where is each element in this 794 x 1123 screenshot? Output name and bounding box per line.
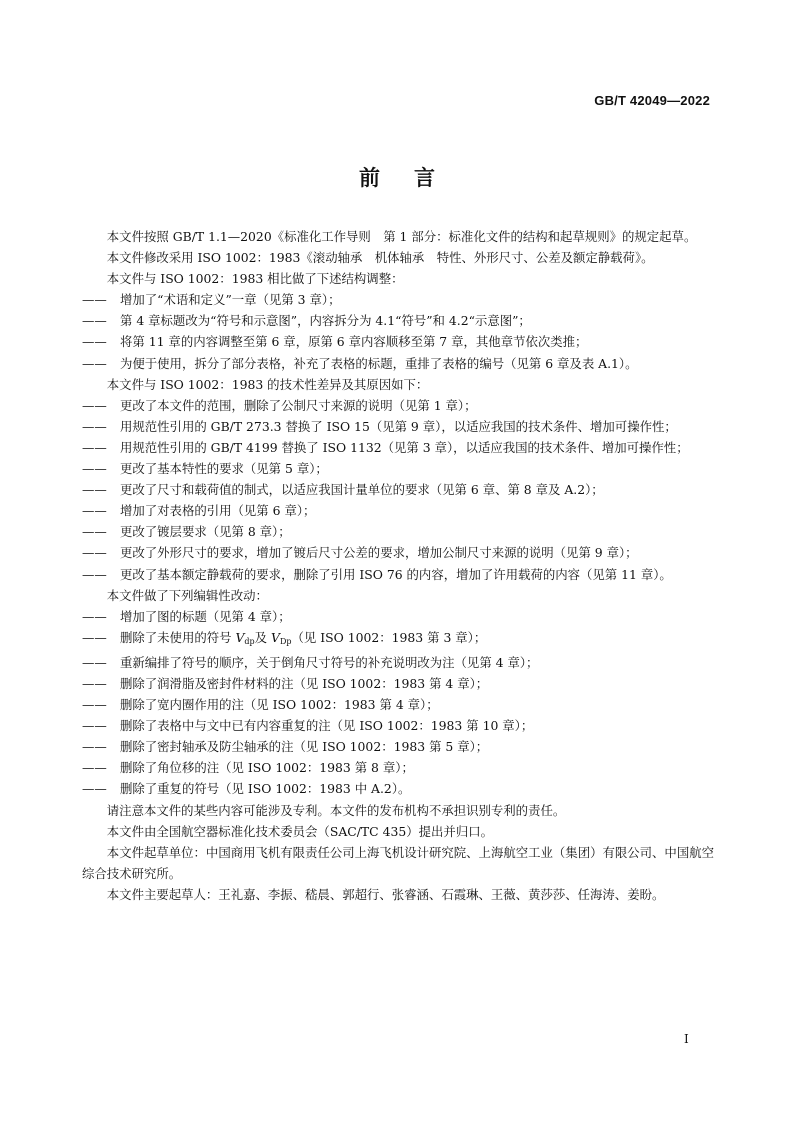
foreword-body	[82, 226, 714, 905]
list-item: —— 将第 11 章的内容调整至第 6 章，原第 6 章内容顺移至第 7 章，其他章节依次类推；	[82, 331, 714, 352]
list-item: —— 更改了基本额定静载荷的要求，删除了引用 ISO 76 的内容，增加了许用载荷的内容（见第 11 章）。	[82, 564, 714, 585]
list-item: —— 更改了基本特性的要求（见第 5 章）；	[82, 458, 714, 479]
list-item: —— 第 4 章标题改为“符号和示意图”，内容拆分为 4.1“符号”和 4.2“示意图”；	[82, 310, 714, 331]
list-item: —— 更改了外形尺寸的要求，增加了镀后尺寸公差的要求，增加公制尺寸来源的说明（见第 9 章）；	[82, 542, 714, 563]
list-item-symbols: —— 删除了未使用的符号 $V_{dp}$及 $V_{Dp}$（见 ISO 1002：1983 第 3 章）；	[82, 627, 714, 652]
paragraph: 请注意本文件的某些内容可能涉及专利。本文件的发布机构不承担识别专利的责任。	[106, 802, 566, 818]
list-item: —— 增加了对表格的引用（见第 6 章）；	[82, 500, 714, 521]
list-item: —— 用规范性引用的 GB/T 273.3 替换了 ISO 15（见第 9 章），以适应我国的技术条件、增加可操作性；	[82, 416, 714, 437]
standard-code: GB/T 42049—2022	[594, 93, 710, 108]
paragraph: 本文件做了下列编辑性改动：	[106, 587, 268, 603]
list-item: —— 删除了重复的符号（见 ISO 1002：1983 中 A.2）。	[82, 778, 714, 799]
list-item: —— 增加了“术语和定义”一章（见第 3 章）；	[82, 289, 714, 310]
list-item: —— 增加了图的标题（见第 4 章）；	[82, 606, 714, 627]
page-title: 前言	[359, 165, 469, 190]
paragraph: 本文件按照 GB/T 1.1—2020《标准化工作导则 第 1 部分：标准化文件的结构和起草规则》的规定起草。	[106, 229, 697, 244]
list-item: —— 重新编排了符号的顺序，关于倒角尺寸符号的补充说明改为注（见第 4 章）；	[82, 652, 714, 673]
paragraph: 本文件起草单位：中国商用飞机有限责任公司上海飞机设计研究院、上海航空工业（集团）有限公司、中国航空综合技术研究所。	[82, 844, 714, 881]
paragraph: 本文件主要起草人：王礼嘉、李振、嵇晨、郭超行、张睿涵、石霞琳、王薇、黄莎莎、任海涛、姜盼。	[106, 886, 665, 902]
list-item: —— 删除了表格中与文中已有内容重复的注（见 ISO 1002：1983 第 10 章）；	[82, 715, 714, 736]
list-item: —— 删除了角位移的注（见 ISO 1002：1983 第 8 章）；	[82, 757, 714, 778]
list-item: —— 更改了镀层要求（见第 8 章）；	[82, 521, 714, 542]
paragraph: 本文件与 ISO 1002：1983 相比做了下述结构调整：	[106, 271, 404, 287]
list-item: —— 为便于使用，拆分了部分表格，补充了表格的标题，重排了表格的编号（见第 6 章及表 A.1）。	[82, 353, 714, 374]
list-item: —— 删除了宽内圈作用的注（见 ISO 1002：1983 第 4 章）；	[82, 694, 714, 715]
paragraph: 本文件修改采用 ISO 1002：1983《滚动轴承 机体轴承 特性、外形尺寸、公差及额定静载荷》。	[106, 250, 654, 266]
list-item: —— 更改了本文件的范围，删除了公制尺寸来源的说明（见第 1 章）；	[82, 395, 714, 416]
list-item: —— 删除了润滑脂及密封件材料的注（见 ISO 1002：1983 第 4 章）；	[82, 673, 714, 694]
paragraph: 本文件由全国航空器标准化技术委员会（SAC/TC 435）提出并归口。	[106, 823, 493, 839]
list-item: —— 用规范性引用的 GB/T 4199 替换了 ISO 1132（见第 3 章），以适应我国的技术条件、增加可操作性；	[82, 437, 714, 458]
page-number: I	[684, 1032, 689, 1046]
list-item: —— 删除了密封轴承及防尘轴承的注（见 ISO 1002：1983 第 5 章）；	[82, 736, 714, 757]
list-item: —— 更改了尺寸和载荷值的制式，以适应我国计量单位的要求（见第 6 章、第 8 章及 A.2）；	[82, 479, 714, 500]
paragraph: 本文件与 ISO 1002：1983 的技术性差异及其原因如下：	[106, 376, 429, 392]
